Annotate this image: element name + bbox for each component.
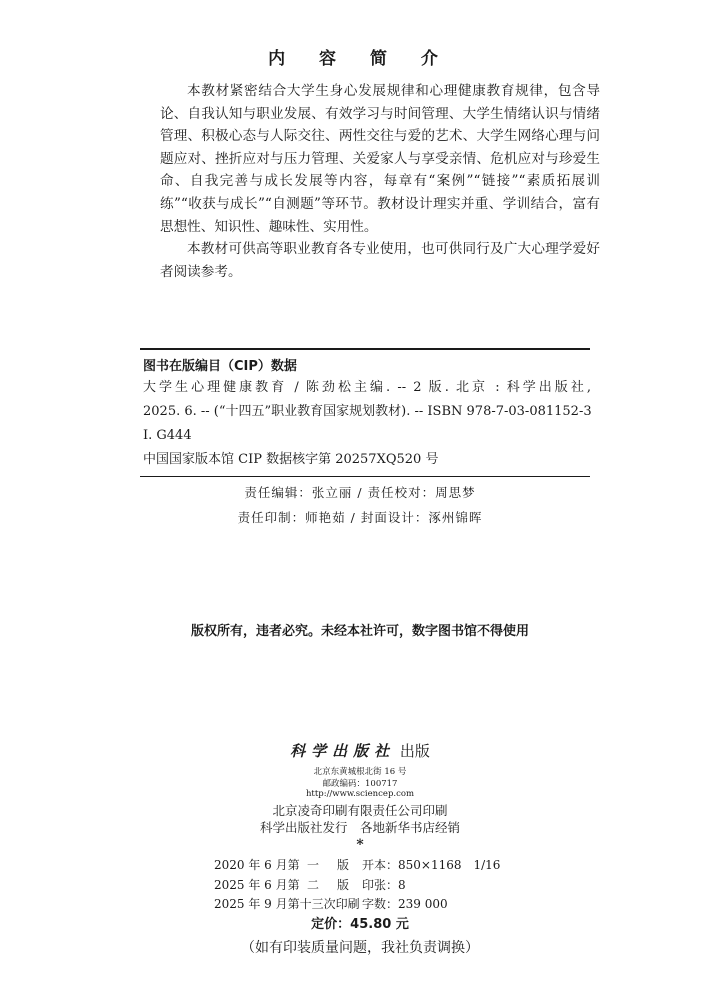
cip-line-2: 2025. 6. -- (“十四五”职业教育国家规划教材). -- ISBN 978-7-03-081152-3	[143, 404, 592, 419]
cip-line-3: Ⅰ. G444	[143, 428, 192, 443]
cip-heading: 图书在版编目（CIP）数据	[143, 359, 297, 374]
introduction	[160, 80, 600, 283]
publisher-line	[0, 740, 720, 761]
separator-star: *	[356, 837, 364, 853]
edition-row	[214, 856, 500, 874]
printer-line: 北京凌奇印刷有限责任公司印刷	[272, 803, 448, 818]
edition-unit: 版	[336, 858, 349, 872]
edition-spec: 印张：8	[362, 878, 406, 892]
cip-line-1: 大学生心理健康教育 / 陈劲松主编. -- 2 版. 北京 : 科学出版社,	[143, 380, 591, 395]
edition-row	[214, 895, 448, 913]
cip-top-rule	[140, 348, 590, 350]
edition-date: 2025 年 9 月第十三次印刷	[214, 897, 360, 911]
cip-record	[143, 376, 591, 472]
quality-note: （如有印装质量问题，我社负责调换）	[241, 940, 479, 956]
edition-spec: 字数：239 000	[362, 897, 448, 911]
edition-spec: 开本：850×1168 1/16	[362, 858, 501, 872]
intro-paragraph-1: 本教材紧密结合大学生身心发展规律和心理健康教育规律，包含导论、自我认知与职业发展、有效学习与时间管理、大学生情绪认识与情绪管理、积极心态与人际交往、两性交往与爱的艺术、大学生网络心理与问题应对、挫折应对与压力管理、关爱家人与享受亲情、危机应对与珍爱生命、自我完善与成长发展等内容，每章有“案例”“链接”“素质拓展训练”“收获与成长”“自测题”等环节。教材设计理实并重、学训结合，富有思想性、知识性、趣味性、实用性。	[160, 83, 600, 235]
cip-bottom-rule	[140, 476, 590, 477]
page-title: 内 容 简 介	[268, 49, 452, 69]
cip-line-4: 中国国家版本馆 CIP 数据核字第 20257XQ520 号	[143, 452, 439, 467]
publisher-address: 北京东黄城根北街 16 号	[313, 767, 407, 777]
staff-line-1: 责任编辑：张立丽 / 责任校对：周思梦	[244, 485, 476, 500]
publisher-suffix: 出版	[399, 742, 430, 760]
staff-line-2: 责任印制：师艳茹 / 封面设计：涿州锦晖	[237, 510, 483, 525]
edition-number: 一	[306, 858, 319, 872]
intro-paragraph-2: 本教材可供高等职业教育各专业使用，也可供同行及广大心理学爱好者阅读参考。	[160, 241, 600, 280]
publisher-postcode: 邮政编码：100717	[322, 779, 398, 789]
distribution-line: 科学出版社发行 各地新华书店经销	[259, 820, 460, 835]
edition-unit: 版	[336, 878, 349, 892]
publisher-url: http://www.sciencep.com	[305, 789, 415, 799]
copyright-notice: 版权所有，违者必究。未经本社许可，数字图书馆不得使用	[190, 624, 529, 639]
publisher-logo-text: 科学出版社	[290, 742, 396, 760]
edition-date: 2020 年 6 月第	[214, 858, 300, 872]
edition-date: 2025 年 6 月第	[214, 878, 300, 892]
edition-row	[214, 876, 406, 894]
edition-number: 二	[306, 878, 319, 892]
price: 定价：45.80 元	[311, 917, 409, 932]
